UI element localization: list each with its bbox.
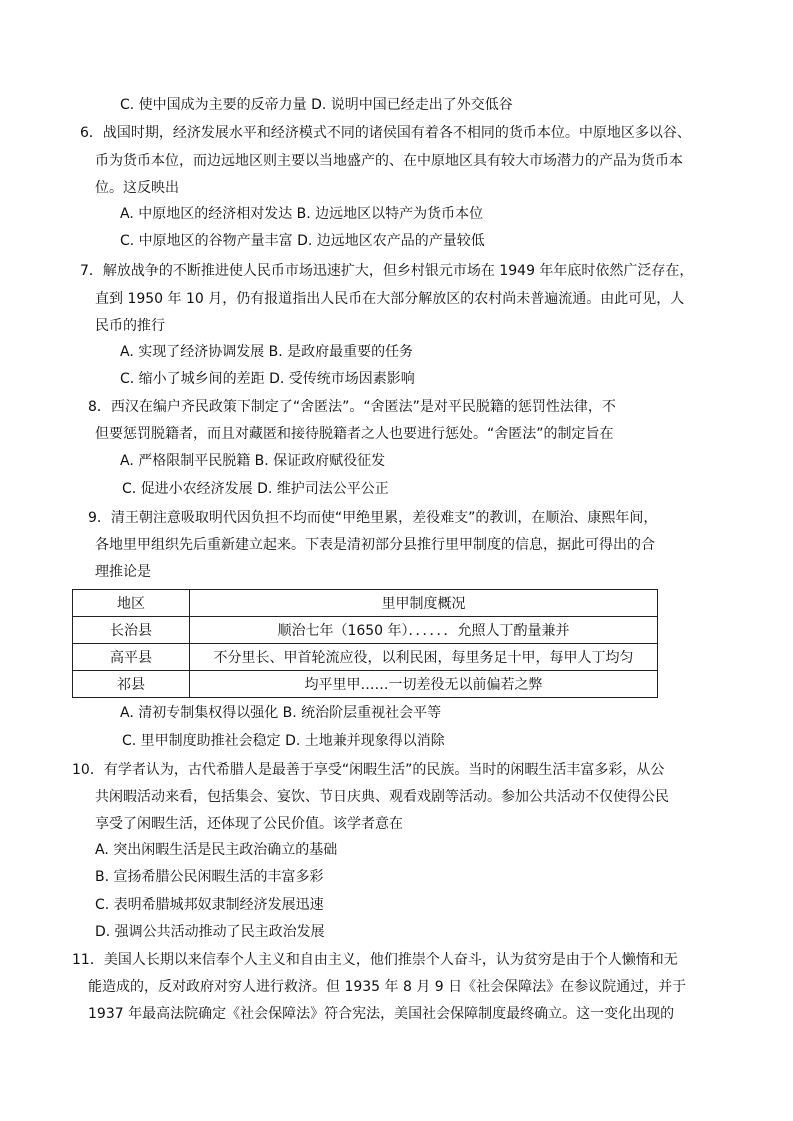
question-11-line-3: 1937 年最高法院确定《社会保障法》符合宪法，美国社会保障制度最终确立。这一变化出现的 (88, 1006, 675, 1022)
table-cell: 不分里长、甲首轮流应役，以利民困，每里务足十甲，每甲人丁均匀 (190, 644, 658, 671)
table-row (73, 671, 658, 698)
line-q5-options: C. 使中国成为主要的反帝力量 D. 说明中国已经走出了外交低谷 (120, 97, 513, 113)
question-9-line-3: 理推论是 (95, 564, 151, 580)
question-9-options-ab: A. 清初专制集权得以强化 B. 统治阶层重视社会平等 (120, 705, 442, 721)
question-11-line-1: 11．美国人长期以来信奉个人主义和自由主义，他们推崇个人奋斗，认为贫穷是由于个人懒惰和无 (72, 952, 678, 968)
question-10-option-d: D. 强调公共活动推动了民主政治发展 (95, 924, 325, 940)
question-10-line-1: 10．有学者认为，古代希腊人是最善于享受“闲暇生活”的民族。当时的闲暇生活丰富多彩，从公 (72, 762, 665, 778)
lijia-table (72, 589, 658, 698)
question-6-line-3: 位。这反映出 (95, 180, 179, 196)
table-header-row (73, 590, 658, 617)
question-7-line-2: 直到 1950 年 10 月，仍有报道指出人民币在大部分解放区的农村尚未普遍流通。由此可见，人 (95, 291, 685, 307)
table-cell: 长治县 (73, 617, 190, 644)
table-header-cell: 地区 (73, 590, 190, 617)
question-10-option-a: A. 突出闲暇生活是民主政治确立的基础 (95, 842, 338, 858)
question-8-line-2: 但要惩罚脱籍者，而且对藏匿和接待脱籍者之人也要进行惩处。“舍匿法”的制定旨在 (95, 426, 614, 442)
question-6-line-2: 币为货币本位，而边远地区则主要以当地盛产的、在中原地区具有较大市场潜力的产品为货币本 (95, 153, 683, 169)
table-cell: 祁县 (73, 671, 190, 698)
question-11-line-2: 能造成的，反对政府对穷人进行救济。但 1935 年 8 月 9 日《社会保障法》在参议院通过，并于 (88, 979, 687, 995)
question-9-line-2: 各地里甲组织先后重新建立起来。下表是清初部分县推行里甲制度的信息，据此可得出的合 (95, 537, 655, 553)
question-7-line-3: 民币的推行 (95, 318, 165, 334)
question-10-line-3: 享受了闲暇生活，还体现了公民价值。该学者意在 (95, 816, 403, 832)
question-10-line-2: 共闲暇活动来看，包括集会、宴饮、节日庆典、观看戏剧等活动。参加公共活动不仅使得公民 (95, 789, 669, 805)
question-8-options-ab: A. 严格限制平民脱籍 B. 保证政府赋役征发 (120, 453, 386, 469)
question-10-option-b: B. 宣扬希腊公民闲暇生活的丰富多彩 (95, 869, 324, 885)
table-cell: 顺治七年（1650 年）．．．．．．允照人丁酌量兼并 (190, 617, 658, 644)
question-7-line-1: 7．解放战争的不断推进使人民币市场迅速扩大，但乡村银元市场在 1949 年年底时依然广泛存在， (80, 263, 694, 279)
table-cell: 均平里甲……一切差役无以前偏若之弊 (190, 671, 658, 698)
question-9-line-1: 9．清王朝注意吸取明代因负担不均而使“甲绝里累，差役难支”的教训，在顺治、康熙年间， (88, 510, 658, 526)
table-header-cell: 里甲制度概况 (190, 590, 658, 617)
question-6-line-1: 6．战国时期，经济发展水平和经济模式不同的诸侯国有着各不相同的货币本位。中原地区多以谷、 (80, 125, 691, 141)
question-7-options-cd: C. 缩小了城乡间的差距 D. 受传统市场因素影响 (120, 371, 415, 387)
question-6-options-cd: C. 中原地区的谷物产量丰富 D. 边远地区农产品的产量较低 (120, 233, 485, 249)
question-10-option-c: C. 表明希腊城邦奴隶制经济发展迅速 (95, 897, 324, 913)
question-7-options-ab: A. 实现了经济协调发展 B. 是政府最重要的任务 (120, 344, 414, 360)
question-6-options-ab: A. 中原地区的经济相对发达 B. 边远地区以特产为货币本位 (120, 206, 484, 222)
question-8-options-cd: C. 促进小农经济发展 D. 维护司法公平公正 (122, 481, 389, 497)
table-cell: 高平县 (73, 644, 190, 671)
question-8-line-1: 8．西汉在编户齐民政策下制定了“舍匿法”。“舍匿法”是对平民脱籍的惩罚性法律，不 (88, 399, 616, 415)
table-row (73, 617, 658, 644)
table-row (73, 644, 658, 671)
question-9-options-cd: C. 里甲制度助推社会稳定 D. 土地兼并现象得以消除 (122, 733, 445, 749)
